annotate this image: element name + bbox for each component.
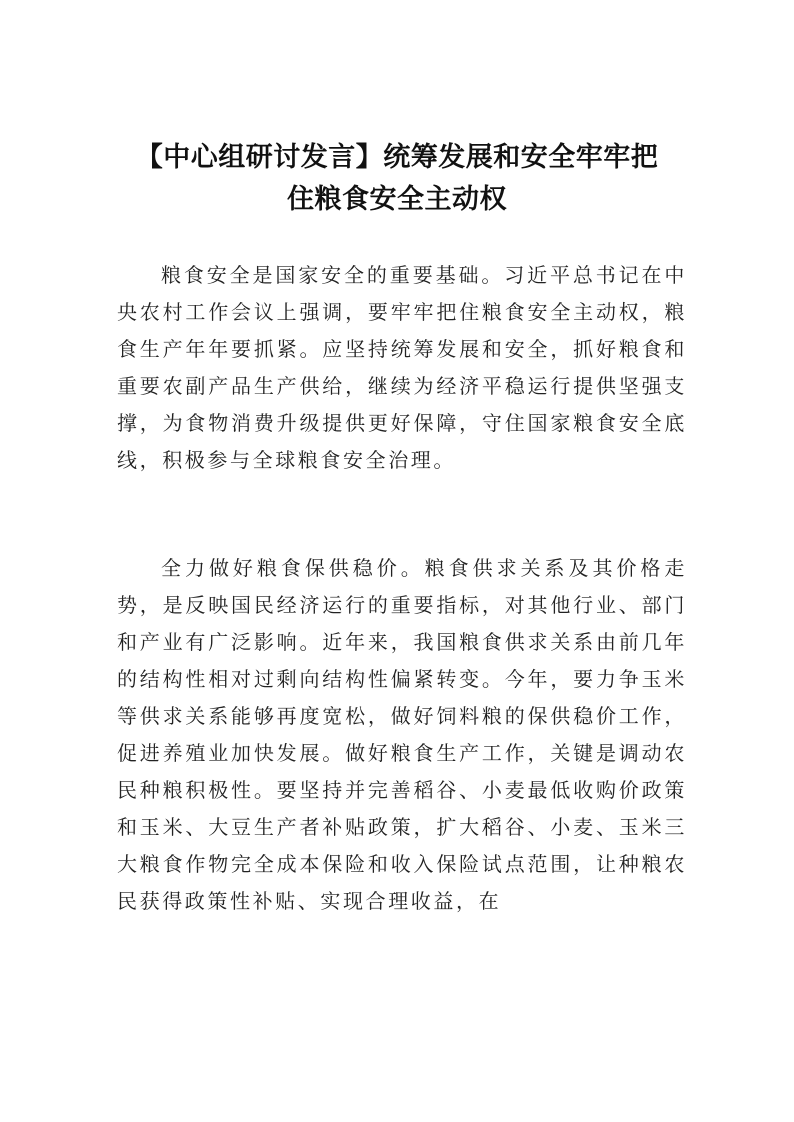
title-line-1: 【中心组研讨发言】统筹发展和安全牢牢把 [135, 142, 659, 173]
title-line-2: 住粮食安全主动权 [287, 184, 507, 215]
document-title [100, 137, 694, 221]
paragraph-1: 粮食安全是国家安全的重要基础。习近平总书记在中央农村工作会议上强调，要牢牢把住粮食安全主动权，粮食生产年年要抓紧。应坚持统筹发展和安全，抓好粮食和重要农副产品生产供给，继续为经济平稳运行提供坚强支撑，为食物消费升级提供更好保障，守住国家粮食安全底线，积极参与全球粮食安全治理。 [117, 263, 687, 472]
paragraph-2: 全力做好粮食保供稳价。粮食供求关系及其价格走势，是反映国民经济运行的重要指标，对其他行业、部门和产业有广泛影响。近年来，我国粮食供求关系由前几年的结构性相对过剩向结构性偏紧转变。今年，要力争玉米等供求关系能够再度宽松，做好饲料粮的保供稳价工作，促进养殖业加快发展。做好粮食生产工作，关键是调动农民种粮积极性。要坚持并完善稻谷、小麦最低收购价政策和玉米、大豆生产者补贴政策，扩大稻谷、小麦、玉米三大粮食作物完全成本保险和收入保险试点范围，让种粮农民获得政策性补贴、实现合理收益，在 [117, 556, 687, 913]
